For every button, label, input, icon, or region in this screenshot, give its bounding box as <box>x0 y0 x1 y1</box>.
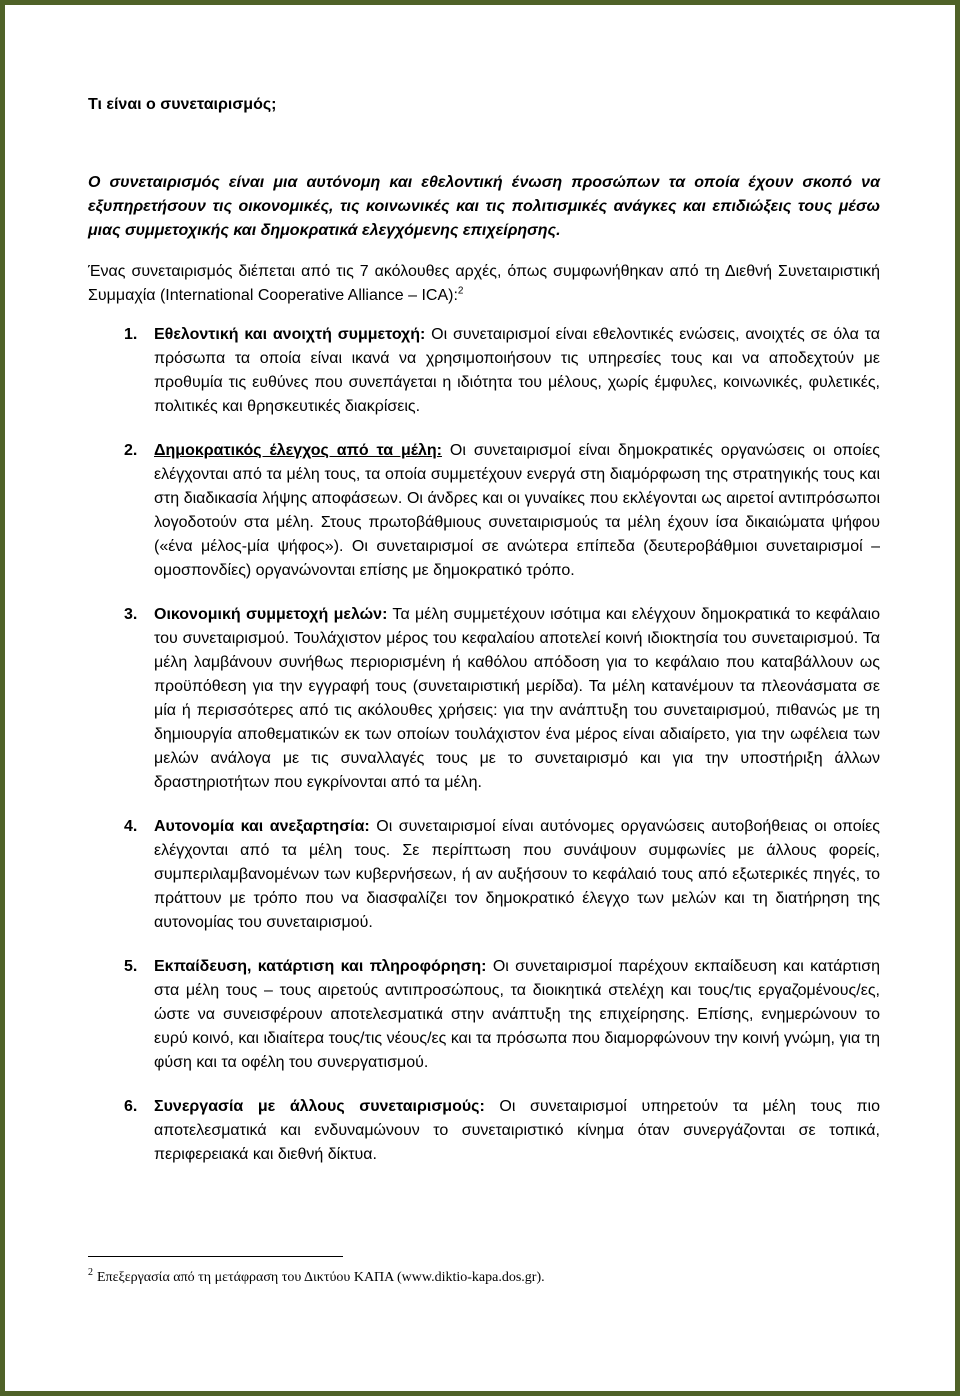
principle-title: Αυτονομία και ανεξαρτησία: <box>154 818 370 835</box>
principle-item <box>88 1095 880 1167</box>
principle-text: Οι συνεταιρισμοί υπηρετούν τα μέλη τους πιο αποτελεσματικά και ενδυναμώνουν το συνεταιριστικό κίνημα όταν συνεργάζονται σε τοπικά, περιφερειακά και διεθνή δίκτυα. <box>154 1098 881 1163</box>
principle-item <box>88 323 880 419</box>
principle-number: 5. <box>124 958 138 975</box>
intro-paragraph <box>88 260 880 308</box>
intro-text: Ένας συνεταιρισμός διέπεται από τις 7 ακόλουθες αρχές, όπως συμφωνήθηκαν από τη Διεθνή Συνεταιριστική Συμμαχία (International Cooperative Alliance – ICA): <box>88 263 880 304</box>
principle-text: Οι συνεταιρισμοί είναι δημοκρατικές οργανώσεις οι οποίες ελέγχονται από τα μέλη τους, τα οποία συμμετέχουν ενεργά στη διαμόρφωση της στρατηγικής τους και στη διαδικασία λήψης αποφάσεων. Οι άνδρες και οι γυναίκες που εκλέγονται ως αιρετοί αντιπρόσωποι λογοδοτούν στα μέλη. Στους πρωτοβάθμιους συνεταιρισμούς τα μέλη έχουν ίσα δικαιώματα ψήφου («ένα μέλος-μία ψήφος»). Οι συνεταιρισμοί σε ανώτερα επίπεδα (δευτεροβάθμιοι συνεταιρισμοί – ομοσπονδίες) οργανώνονται επίσης με δημοκρατικό τρόπο. <box>154 442 881 579</box>
footnote-reference[interactable]: 2 <box>457 285 464 297</box>
page-title: Τι είναι ο συνεταιρισμός; <box>88 96 277 113</box>
principle-text: Οι συνεταιρισμοί είναι αυτόνομες οργανώσεις αυτοβοήθειας οι οποίες ελέγχονται από τα μέλη τους. Σε περίπτωση που συνάψουν συμφωνίες με άλλους φορείς, συμπεριλαμβανομένων των κυβερνήσεων, ή αν αυξήσουν το κεφάλαιό τους από εξωτερικές πηγές, το πράττουν με τρόπο που να διασφαλίζει τον δημοκρατικό έλεγχο των μελών και τη διατήρηση της αυτονομίας του συνεταιρισμού. <box>154 818 881 931</box>
principle-title: Εκπαίδευση, κατάρτιση και πληροφόρηση: <box>154 958 487 975</box>
principle-title: Συνεργασία με άλλους συνεταιρισμούς: <box>154 1098 485 1115</box>
definition-paragraph: Ο συνεταιρισμός είναι μια αυτόνομη και εθελοντική ένωση προσώπων τα οποία έχουν σκοπό να εξυπηρετήσουν τις οικονομικές, τις κοινωνικές και τις πολιτισμικές ανάγκες και επιδιώξεις τους μέσω μιας συμμετοχικής και δημοκρατικά ελεγχόμενης επιχείρησης. <box>88 174 880 239</box>
principle-title: Οικονομική συμμετοχή μελών: <box>154 606 388 623</box>
principle-number: 1. <box>124 326 138 343</box>
principle-item <box>88 815 880 935</box>
principle-item <box>88 439 880 583</box>
principles-list <box>88 323 880 1187</box>
principle-text: Οι συνεταιρισμοί παρέχουν εκπαίδευση και κατάρτιση στα μέλη τους – τους αιρετούς αντιπροσώπους, τα διοικητικά στελέχη και τους/τις εργαζομένους/ες, ώστε να συνεισφέρουν αποτελεσματικά στην ανάπτυξη της επιχείρησης. Επίσης, ενημερώνουν το ευρύ κοινό, και ιδιαίτερα τους/τις νέους/ες και τα πρόσωπα που διαμορφώνουν την κοινή γνώμη, για τη φύση και τα οφέλη του συνεργατισμού. <box>154 958 880 1071</box>
footnote-separator <box>88 1256 343 1257</box>
principle-item <box>88 955 880 1075</box>
principle-title: Δημοκρατικός έλεγχος από τα μέλη: <box>154 442 442 459</box>
principle-number: 4. <box>124 818 138 835</box>
principle-number: 6. <box>124 1098 138 1115</box>
footnote-number: 2 <box>88 1267 93 1279</box>
principle-item <box>88 603 880 795</box>
principle-text: Τα μέλη συμμετέχουν ισότιμα και ελέγχουν δημοκρατικά το κεφάλαιο του συνεταιρισμού. Τουλάχιστον μέρος του κεφαλαίου αποτελεί κοινή ιδιοκτησία του συνεταιρισμού. Τα μέλη λαμβάνουν συνήθως περιορισμένη ή καθόλου απόδοση για το κεφάλαιο που καταβάλλουν ως προϋπόθεση για την εγγραφή τους (συνεταιριστική μερίδα). Τα μέλη κατανέμουν τα πλεονάσματα σε μία ή περισσότερες από τις ακόλουθες χρήσεις: για την ανάπτυξη του συνεταιρισμού, πιθανώς με τη δημιουργία αποθεματικών εκ των οποίων τουλάχιστον ένα μέρος είναι αδιαίρετο, για την ωφέλεια των μελών ανάλογα με τις συναλλαγές τους με το συνεταιρισμό και για την υποστήριξη άλλων δραστηριοτήτων που εγκρίνονται από τα μέλη. <box>154 606 880 791</box>
principle-text: Οι συνεταιρισμοί είναι εθελοντικές ενώσεις, ανοιχτές σε όλα τα πρόσωπα τα οποία είναι ικανά να χρησιμοποιήσουν τις υπηρεσίες τους και να αποδεχτούν με προθυμία τις ευθύνες που συνεπάγεται η ιδιότητα του μέλους, χωρίς έμφυλες, κοινωνικές, φυλετικές, πολιτικές και θρησκευτικές διακρίσεις. <box>154 326 881 415</box>
principle-number: 2. <box>124 442 138 459</box>
principle-number: 3. <box>124 606 138 623</box>
footnote <box>88 1267 545 1289</box>
principle-title: Εθελοντική και ανοιχτή συμμετοχή: <box>154 326 426 343</box>
footnote-text: Επεξεργασία από τη μετάφραση του Δικτύου ΚΑΠΑ (www.diktio-kapa.dos.gr). <box>97 1270 545 1285</box>
